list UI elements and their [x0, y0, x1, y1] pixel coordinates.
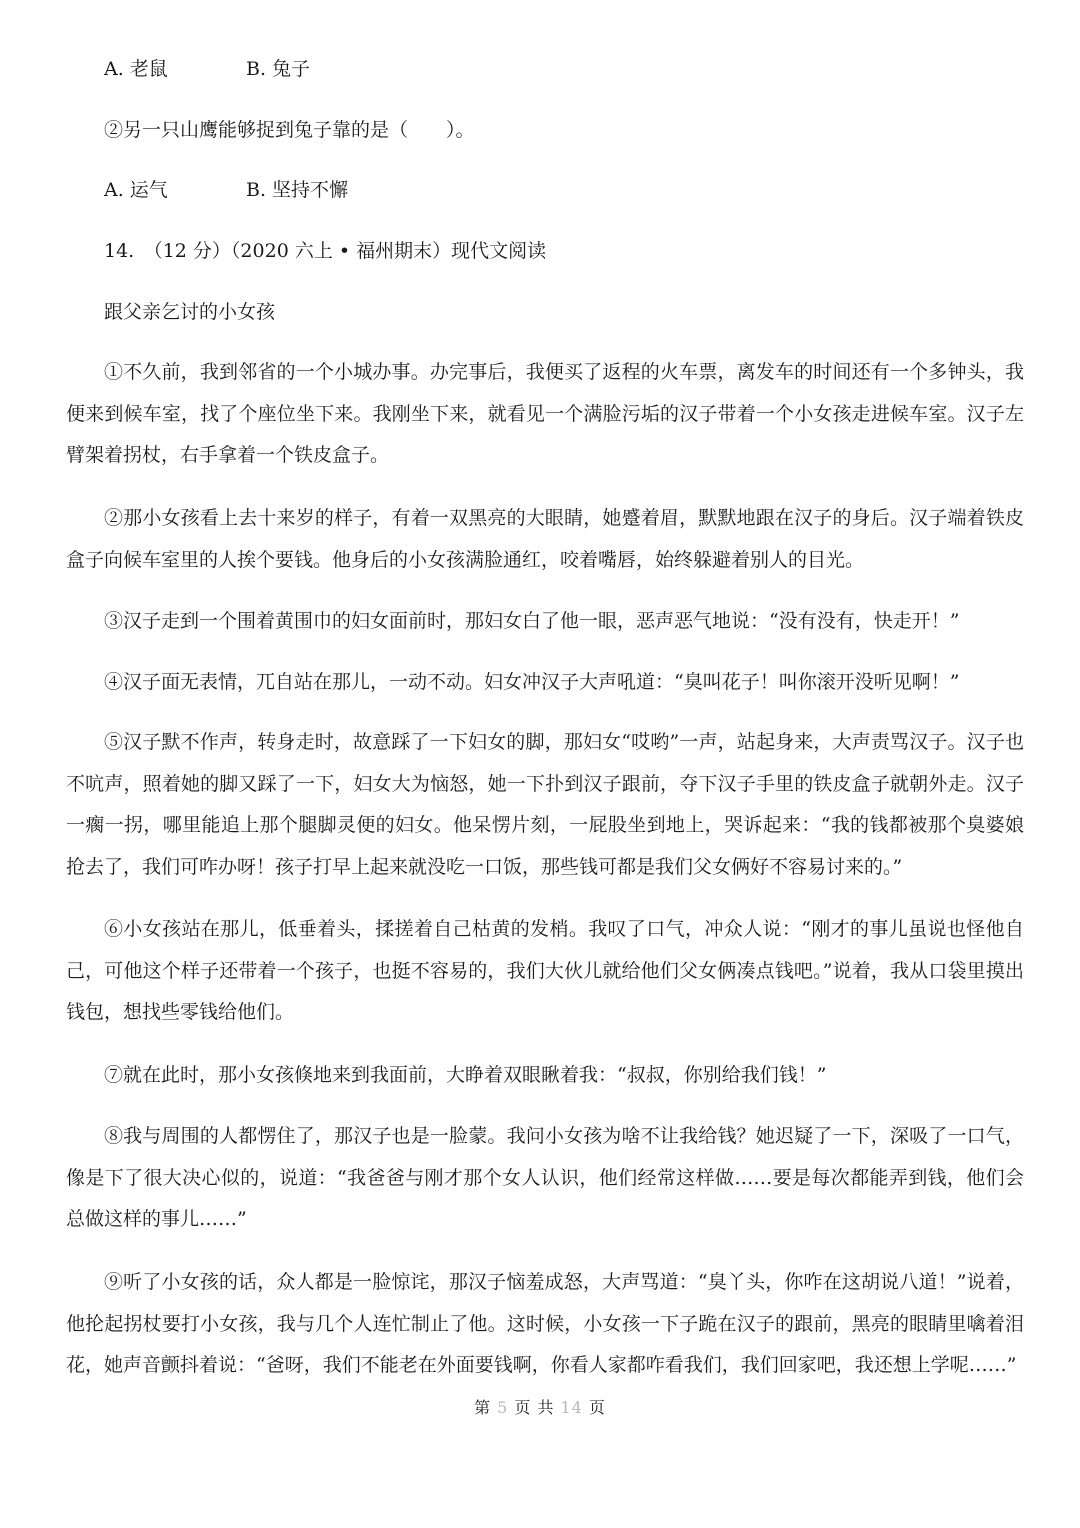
paragraph-3: ③汉子走到一个围着黄围巾的妇女面前时，那妇女白了他一眼，恶声恶气地说：“没有没有，快走开！”: [104, 610, 960, 632]
q14-header: 14. （12 分）（2020 六上 • 福州期末）现代文阅读: [104, 240, 547, 262]
footer-suffix: 页: [588, 1398, 606, 1417]
paragraph-7: ⑦就在此时，那小女孩倏地来到我面前，大睁着双眼瞅着我：“叔叔，你别给我们钱！”: [104, 1064, 827, 1086]
q13-sub2-options: [104, 176, 348, 204]
total-page-number: 14: [560, 1398, 583, 1417]
page-footer: [0, 1396, 1080, 1420]
option-a: A. 运气: [104, 179, 168, 201]
footer-middle: 页 共: [514, 1398, 555, 1417]
paragraph-2: ②那小女孩看上去十来岁的样子，有着一双黑亮的大眼睛，她蹙着眉，默默地跟在汉子的身后。汉子端着铁皮盒子向候车室里的人挨个要钱。他身后的小女孩满脸通红，咬着嘴唇，始终躲避着别人的目光。: [66, 507, 1024, 571]
paragraph-8: ⑧我与周围的人都愣住了，那汉子也是一脸蒙。我问小女孩为啥不让我给钱？她迟疑了一下，深吸了一口气，像是下了很大决心似的，说道：“我爸爸与刚才那个女人认识，他们经常这样做……要是每次都能弄到钱，他们会总做这样的事儿……”: [66, 1125, 1024, 1230]
option-b: B. 坚持不懈: [246, 179, 349, 201]
paragraph-9: ⑨听了小女孩的话，众人都是一脸惊诧，那汉子恼羞成怒，大声骂道：“臭丫头，你咋在这胡说八道！”说着，他抡起拐杖要打小女孩，我与几个人连忙制止了他。这时候，小女孩一下子跪在汉子的跟前，黑亮的眼睛里噙着泪花，她声音颤抖着说：“爸呀，我们不能老在外面要钱啊，你看人家都咋看我们，我们回家吧，我还想上学呢……”: [66, 1271, 1024, 1376]
q13-sub2-question: ②另一只山鹰能够捉到兔子靠的是（ ）。: [104, 119, 475, 141]
q13-sub1-options: [104, 55, 310, 83]
paragraph-4: ④汉子面无表情，兀自站在那儿，一动不动。妇女冲汉子大声吼道：“臭叫花子！叫你滚开没听见啊！”: [104, 671, 960, 693]
current-page-number: 5: [497, 1398, 509, 1417]
paragraph-5: ⑤汉子默不作声，转身走时，故意踩了一下妇女的脚，那妇女“哎哟”一声，站起身来，大声责骂汉子。汉子也不吭声，照着她的脚又踩了一下，妇女大为恼怒，她一下扑到汉子跟前，夺下汉子手里的铁皮盒子就朝外走。汉子一瘸一拐，哪里能追上那个腿脚灵便的妇女。他呆愣片刻，一屁股坐到地上，哭诉起来：“我的钱都被那个臭婆娘抢去了，我们可咋办呀！孩子打早上起来就没吃一口饭，那些钱可都是我们父女俩好不容易讨来的。”: [66, 731, 1024, 878]
option-a: A. 老鼠: [104, 58, 168, 80]
paragraph-1: ①不久前，我到邻省的一个小城办事。办完事后，我便买了返程的火车票，离发车的时间还有一个多钟头，我便来到候车室，找了个座位坐下来。我刚坐下来，就看见一个满脸污垢的汉子带着一个小女孩走进候车室。汉子左臂架着拐杖，右手拿着一个铁皮盒子。: [66, 361, 1024, 466]
passage-title: 跟父亲乞讨的小女孩: [104, 301, 276, 323]
footer-prefix: 第: [474, 1398, 492, 1417]
option-b: B. 兔子: [246, 58, 311, 80]
paragraph-6: ⑥小女孩站在那儿，低垂着头，揉搓着自己枯黄的发梢。我叹了口气，冲众人说：“刚才的事儿虽说也怪他自己，可他这个样子还带着一个孩子，也挺不容易的，我们大伙儿就给他们父女俩凑点钱吧。”说着，我从口袋里摸出钱包，想找些零钱给他们。: [66, 918, 1024, 1023]
